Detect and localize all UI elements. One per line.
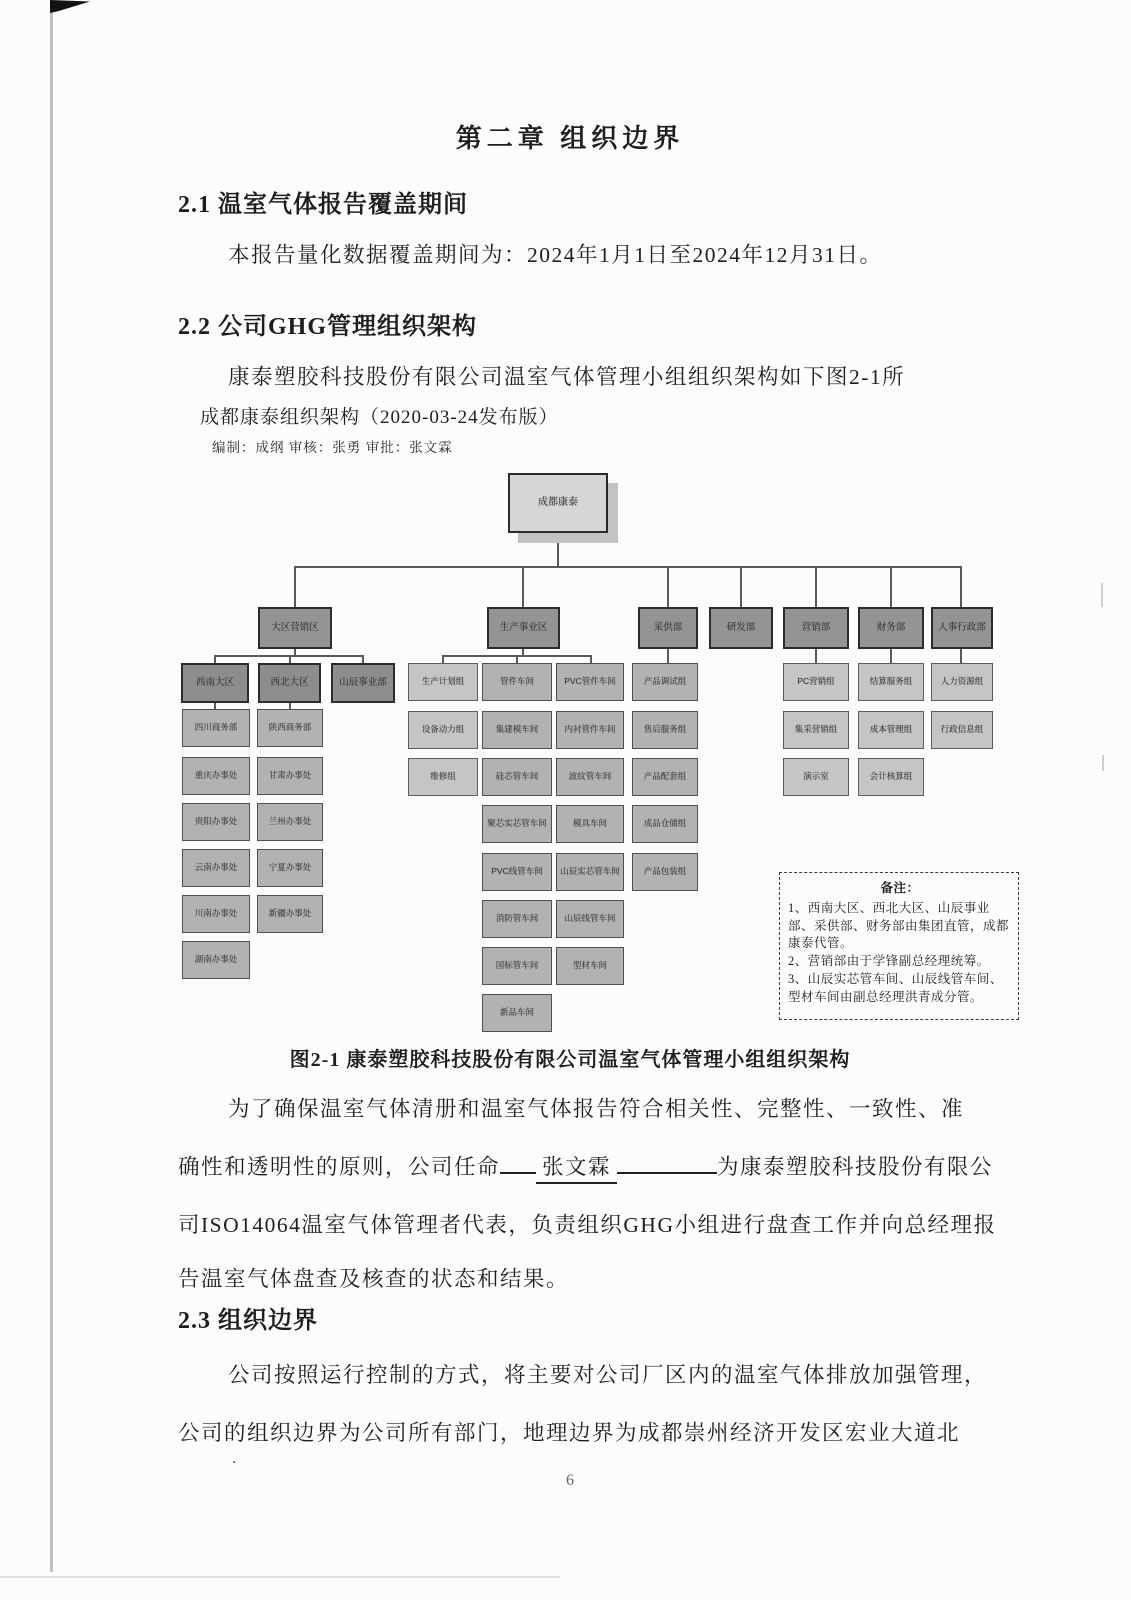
org-node: 采供部 (638, 607, 698, 649)
org-node: PVC线管车间 (482, 853, 552, 891)
org-node: 山辰线管车间 (556, 900, 624, 938)
blank-underline (500, 1172, 536, 1174)
org-node: 波纹管车间 (556, 758, 624, 796)
appoint-paragraph-line1: 为了确保温室气体清册和温室气体报告符合相关性、完整性、一致性、准 (228, 1097, 965, 1121)
org-node: 重庆办事处 (182, 757, 250, 795)
org-connector (289, 703, 291, 709)
org-node: 产品调试组 (632, 663, 698, 701)
org-connector (890, 649, 892, 663)
org-node: 新疆办事处 (257, 895, 323, 933)
org-connector (516, 657, 518, 663)
org-node: 新品车间 (482, 994, 552, 1032)
org-connector (590, 657, 592, 663)
org-node: 售后服务组 (632, 711, 698, 749)
section-2-1-body: 本报告量化数据覆盖期间为：2024年1月1日至2024年12月31日。 (228, 243, 883, 267)
org-node: 内衬管件车间 (556, 711, 624, 749)
org-node: 西北大区 (258, 663, 321, 703)
org-connector (214, 655, 364, 657)
org-node: 集采营销组 (783, 711, 849, 749)
org-node: 聚芯实芯管车间 (482, 805, 552, 843)
org-node: 国标管车间 (482, 947, 552, 985)
notes-item: 1、西南大区、西北大区、山辰事业部、采供部、财务部由集团直管，成都康泰代管。 (788, 900, 1010, 951)
org-node: 财务部 (858, 607, 924, 649)
org-connector (294, 566, 962, 568)
org-connector (214, 703, 216, 709)
scan-edge-line (50, 0, 53, 1572)
org-node: 陕西商务部 (257, 709, 323, 747)
org-node: 会计核算组 (858, 758, 924, 796)
org-connector (294, 649, 296, 656)
scan-right-mark (1102, 755, 1104, 771)
org-connector (289, 657, 291, 663)
chapter-title: 第二章 组织边界 (455, 124, 685, 153)
org-node: 结算服务组 (858, 663, 924, 701)
page-number: 6 (566, 1472, 574, 1489)
scan-bottom-line (0, 1576, 560, 1578)
scan-right-mark (1101, 583, 1103, 607)
section-2-3-line2: 公司的组织边界为公司所有部门，地理边界为成都崇州经济开发区宏业大道北 (178, 1421, 961, 1445)
org-connector (522, 649, 524, 656)
appoint-paragraph-line4: 告温室气体盘查及核查的状态和结果。 (178, 1267, 570, 1291)
org-node: 集建模车间 (482, 711, 552, 749)
org-node: 型材车间 (556, 947, 624, 985)
appoint-paragraph-line2 (178, 1150, 993, 1184)
org-node: 人事行政部 (931, 607, 993, 649)
appoint-paragraph-line3: 司ISO14064温室气体管理者代表，负责组织GHG小组进行盘查工作并向总经理报 (178, 1213, 997, 1237)
org-node: 演示室 (783, 758, 849, 796)
org-node: 硅芯管车间 (482, 758, 552, 796)
notes-item: 3、山辰实芯管车间、山辰线管车间、型材车间由副总经理洪青成分管。 (788, 971, 1003, 1004)
org-node: 湖南办事处 (182, 941, 250, 979)
org-node: 西南大区 (181, 663, 249, 703)
org-node: 维修组 (408, 758, 478, 796)
org-connector (442, 655, 592, 657)
section-2-2-heading: 2.2 公司GHG管理组织架构 (178, 314, 478, 340)
org-connector (362, 657, 364, 663)
org-chart-title: 成都康泰组织架构（2020-03-24发布版） (200, 407, 559, 428)
org-node: 管件车间 (482, 663, 552, 701)
org-node: 兰州办事处 (257, 803, 323, 841)
org-connector (214, 657, 216, 663)
org-connector (557, 533, 559, 567)
org-connector (442, 657, 444, 663)
org-connector (740, 568, 742, 607)
org-node: 研发部 (709, 607, 773, 649)
appointee-name: 张文霖 (536, 1150, 617, 1184)
org-chart-meta: 编制：成纲 审核：张勇 审批：张文霖 (212, 440, 453, 455)
blank-underline (617, 1172, 717, 1174)
org-connector (522, 568, 524, 607)
org-connector (960, 568, 962, 607)
figure-caption: 图2-1 康泰塑胶科技股份有限公司温室气体管理小组组织架构 (289, 1049, 851, 1071)
scan-ink-mark (50, 0, 90, 13)
org-node: 生产事业区 (487, 607, 560, 649)
org-node: 产品包装组 (632, 853, 698, 891)
org-node: 成品仓储组 (632, 805, 698, 843)
section-2-3-heading: 2.3 组织边界 (178, 1308, 318, 1334)
org-node: 山辰事业部 (331, 663, 395, 703)
org-node: 成本管理组 (858, 711, 924, 749)
org-connector (294, 568, 296, 607)
org-node: 大区营销区 (258, 607, 332, 649)
org-node: 宁夏办事处 (257, 849, 323, 887)
org-connector (890, 568, 892, 607)
org-node: 贵阳办事处 (182, 803, 250, 841)
org-node: 产品配套组 (632, 758, 698, 796)
appoint-line2-post: 为康泰塑胶科技股份有限公 (717, 1155, 994, 1179)
org-node: 消防管车间 (482, 900, 552, 938)
org-node: 行政信息组 (931, 711, 993, 749)
section-2-3-line1: 公司按照运行控制的方式，将主要对公司厂区内的温室气体排放加强管理， (228, 1363, 988, 1387)
org-node: 山辰实芯管车间 (556, 853, 624, 891)
section-2-2-intro: 康泰塑胶科技股份有限公司温室气体管理小组组织架构如下图2-1所 (228, 365, 906, 389)
org-node: 生产计划组 (408, 663, 478, 701)
org-chart-notes-box (779, 872, 1019, 1020)
org-node: 营销部 (783, 607, 849, 649)
org-node: 川南办事处 (182, 895, 250, 933)
org-node: 成都康泰 (508, 473, 608, 533)
org-node: 甘肃办事处 (257, 757, 323, 795)
appoint-line2-pre: 确性和透明性的原则，公司任命 (178, 1155, 501, 1179)
notes-title: 备注： (880, 881, 920, 895)
org-node: 设备动力组 (408, 711, 478, 749)
org-node: 云南办事处 (182, 849, 250, 887)
notes-item: 2、营销部由于学锋副总经理统筹。 (788, 954, 990, 968)
stray-period: ． (232, 1452, 246, 1467)
org-connector (815, 649, 817, 663)
org-node: 模具车间 (556, 805, 624, 843)
org-connector (960, 649, 962, 663)
org-node: PVC管件车间 (556, 663, 624, 701)
org-node: 四川商务部 (182, 709, 250, 747)
org-node: 人力资源组 (931, 663, 993, 701)
org-connector (815, 568, 817, 607)
org-connector (667, 568, 669, 607)
org-connector (667, 649, 669, 663)
section-2-1-heading: 2.1 温室气体报告覆盖期间 (178, 192, 468, 218)
org-node: PC营销组 (783, 663, 849, 701)
